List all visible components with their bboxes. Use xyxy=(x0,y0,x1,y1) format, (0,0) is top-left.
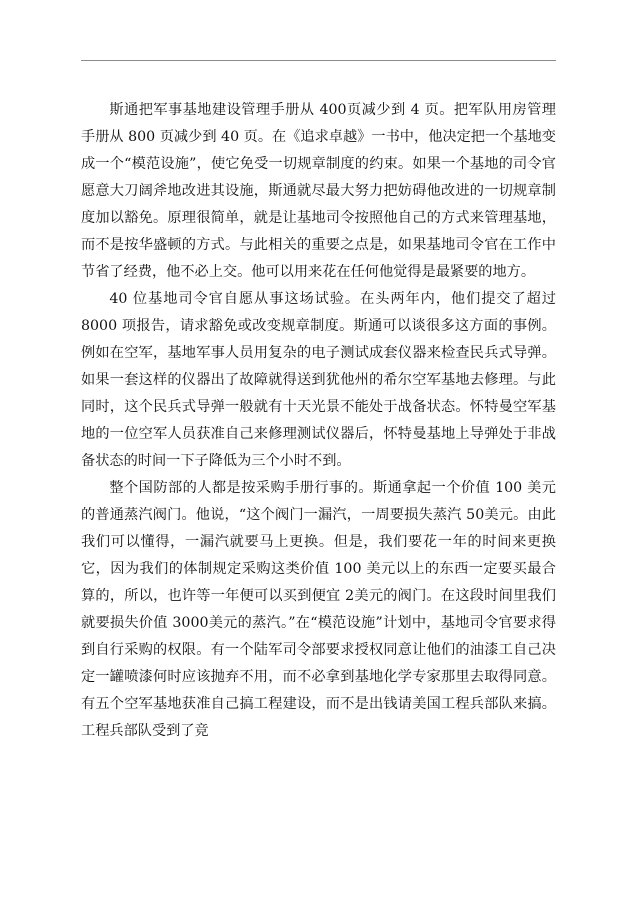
paragraph: 整个国防部的人都是按采购手册行事的。斯通拿起一个价值 100 美元的普通蒸汽阀门。他说，“这个阀门一漏汽，一周要损失蒸汽 50美元。由此我们可以懂得，一漏汽就要马上更换。但是，我们要花一年的时间来更换它，因为我们的体制规定采购这类价值 100 美元以上的东西一定要买最合算的，所以，也许等一年便可以买到便宜 2美元的阀门。在这段时间里我们就要损失价值 3000美元的蒸汽。”在“模范设施”计划中，基地司令官要求得到自行采购的权限。有一个陆军司令部要求授权同意让他们的油漆工自己决定一罐喷漆何时应该抛弃不用，而不必拿到基地化学专家那里去取得同意。有五个空军基地获准自己搞工程建设，而不是出钱请美国工程兵部队来搞。工程兵部队受到了竞 xyxy=(81,480,556,739)
paragraph: 40 位基地司令官自愿从事这场试验。在头两年内，他们提交了超过 8000 项报告，请求豁免或改变规章制度。斯通可以谈很多这方面的事例。例如在空军，基地军事人员用复杂的电子测试成套仪器来检查民兵式导弹。如果一套这样的仪器出了故障就得送到犹他州的希尔空军基地去修理。与此同时，这个民兵式导弹一般就有十天光景不能处于战备状态。怀特曼空军基地的一位空军人员获准自己来修理测试仪器后，怀特曼基地上导弹处于非战备状态的时间一下子降低为三个小时不到。 xyxy=(81,291,556,469)
document-body xyxy=(81,97,556,745)
header-divider xyxy=(81,60,556,61)
paragraph: 斯通把军事基地建设管理手册从 400页减少到 4 页。把军队用房管理手册从 800 页减少到 40 页。在《追求卓越》一书中，他决定把一个基地变成一个“模范设施”，使它免受一切规章制度的约束。如果一个基地的司令官愿意大刀阔斧地改进其设施，斯通就尽最大努力把妨碍他改进的一切规章制度加以豁免。原理很简单，就是让基地司令按照他自己的方式来管理基地，而不是按华盛顿的方式。与此相关的重要之点是，如果基地司令官在工作中节省了经费，他不必上交。他可以用来花在任何他觉得是最紧要的地方。 xyxy=(81,102,556,280)
